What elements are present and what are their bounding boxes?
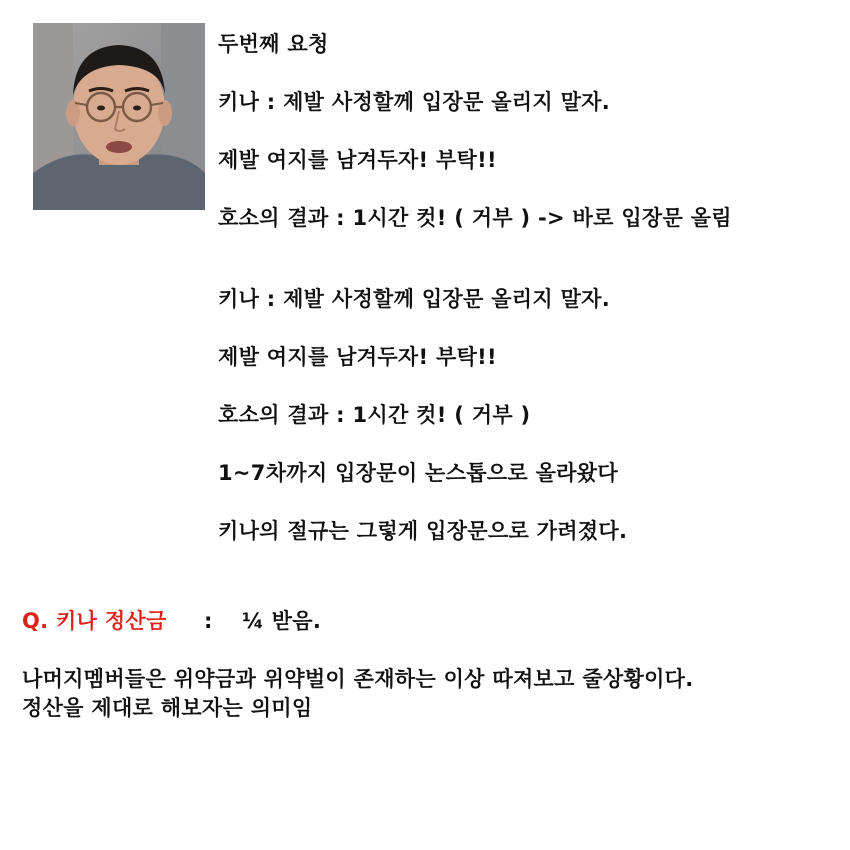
person-portrait-image bbox=[33, 23, 205, 210]
settlement-question: Q. 키나 정산금 bbox=[22, 609, 167, 633]
kina-plea-repeat-line-2: 제발 여지를 남겨두자! 부탁!! bbox=[218, 345, 497, 369]
plea-result-line: 호소의 결과 : 1시간 컷! ( 거부 ) -> 바로 입장문 올림 bbox=[218, 206, 732, 230]
settlement-answer: ¼ 받음. bbox=[242, 609, 322, 633]
conclusion-line-1: 나머지멤버들은 위약금과 위약벌이 존재하는 이상 따져보고 줄상황이다. bbox=[22, 667, 694, 691]
kina-plea-repeat-line-1: 키나 : 제발 사정할께 입장문 올리지 말자. bbox=[218, 287, 611, 311]
outcry-summary-line: 키나의 절규는 그렇게 입장문으로 가려졌다. bbox=[218, 519, 628, 543]
question-separator: : bbox=[204, 609, 213, 633]
kina-plea-line-1: 키나 : 제발 사정할께 입장문 올리지 말자. bbox=[218, 90, 611, 114]
plea-result-repeat-line: 호소의 결과 : 1시간 컷! ( 거부 ) bbox=[218, 403, 531, 427]
statement-sequence-line: 1~7차까지 입장문이 논스톱으로 올라왔다 bbox=[218, 461, 618, 485]
conclusion-line-2: 정산을 제대로 해보자는 의미임 bbox=[22, 696, 313, 720]
kina-plea-line-2: 제발 여지를 남겨두자! 부탁!! bbox=[218, 148, 497, 172]
request-title: 두번째 요청 bbox=[218, 32, 329, 56]
person-photo bbox=[33, 23, 205, 210]
